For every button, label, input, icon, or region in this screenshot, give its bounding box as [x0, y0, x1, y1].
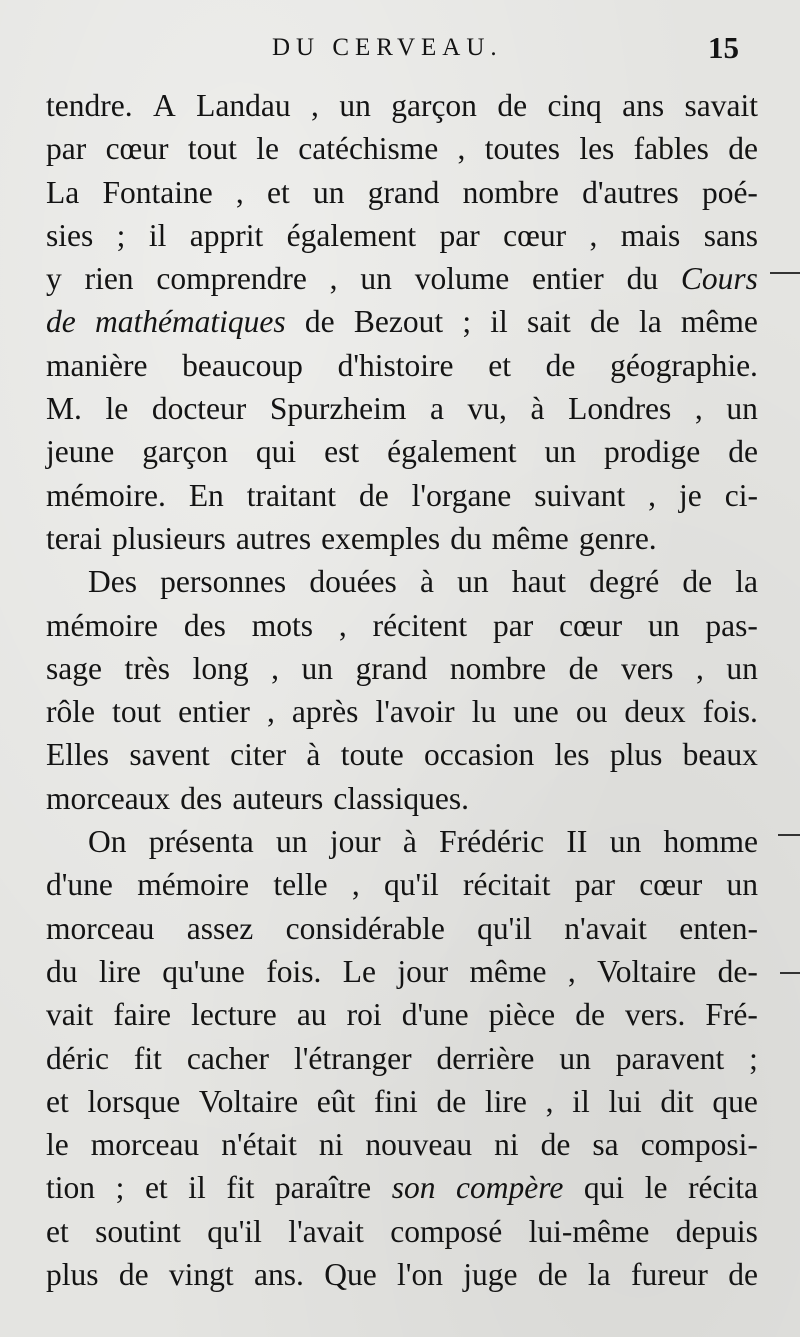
word: garçon: [142, 434, 228, 470]
word: La: [46, 174, 80, 210]
word: présenta: [148, 824, 254, 860]
word: et: [144, 1170, 168, 1206]
word: personnes: [160, 564, 287, 600]
word: n'était: [221, 1127, 297, 1163]
word: qu'il: [477, 910, 532, 946]
word: déric: [46, 1040, 109, 1076]
word: cinq: [547, 88, 602, 123]
word: sies: [46, 217, 94, 253]
word: morceau: [46, 910, 155, 946]
word: a: [429, 391, 444, 427]
paragraph: [46, 84, 758, 560]
word: Fré-: [705, 997, 758, 1033]
text-line: [46, 733, 758, 776]
word: par: [46, 131, 87, 167]
word: cœur: [105, 131, 169, 167]
word: genre.: [578, 520, 657, 556]
word: qu'il: [207, 1213, 262, 1249]
text-line: [46, 1080, 758, 1123]
word: lire: [484, 1083, 527, 1119]
word: docteur: [151, 391, 247, 427]
word: Landau: [196, 88, 291, 123]
word: lecture: [191, 997, 277, 1033]
word: vers: [620, 650, 674, 686]
word: même: [491, 520, 569, 556]
text-line: [46, 171, 758, 214]
word: de: [682, 564, 713, 600]
word: douées: [309, 564, 397, 600]
word: qu'il: [384, 867, 439, 903]
word: ,: [235, 174, 244, 210]
word: manière: [46, 347, 148, 383]
word: ,: [694, 391, 703, 427]
running-title: DU CERVEAU.: [272, 34, 503, 61]
word: apprit: [189, 217, 264, 253]
word: la: [735, 564, 758, 600]
word: telle: [273, 867, 328, 903]
text-line: [46, 344, 758, 387]
text-line: [46, 474, 758, 517]
word: rôle: [46, 694, 95, 730]
word: entier: [532, 261, 604, 297]
word: par: [493, 607, 534, 643]
word: fit: [226, 1170, 255, 1206]
word: roi: [346, 997, 382, 1033]
word: que: [712, 1083, 758, 1119]
word: pièce: [488, 997, 556, 1033]
word: ;: [116, 217, 126, 253]
word: composi-: [640, 1127, 758, 1163]
word: également: [387, 434, 517, 470]
word: jour: [397, 953, 449, 989]
word: il: [490, 304, 508, 340]
word: assez: [186, 910, 254, 946]
word: lu: [471, 694, 497, 730]
text-line: [46, 1037, 758, 1080]
word: qui: [583, 1170, 625, 1206]
word: rien: [84, 261, 134, 297]
word: l'avait: [288, 1213, 364, 1249]
word: de: [436, 1083, 467, 1119]
word: même: [680, 304, 758, 340]
word: de: [358, 477, 389, 513]
word: volume: [414, 261, 510, 297]
word: du: [450, 520, 482, 556]
word: le: [644, 1170, 668, 1206]
word: grand: [355, 650, 428, 686]
text-line: [46, 820, 758, 863]
word: nouveau: [365, 1127, 473, 1163]
word: Londres: [568, 391, 672, 427]
word: un: [301, 650, 334, 686]
word: pas-: [705, 607, 758, 643]
word: compère: [456, 1170, 564, 1206]
word: poé-: [701, 174, 758, 210]
word: toute: [340, 737, 404, 773]
word: de: [728, 131, 758, 167]
word: ,: [338, 607, 347, 643]
word: de: [537, 1257, 568, 1293]
word: catéchisme: [298, 131, 439, 167]
word: ,: [271, 650, 279, 686]
word: la: [587, 1257, 611, 1293]
word: vingt: [168, 1257, 234, 1293]
word: prodige: [604, 434, 701, 470]
word: deux: [624, 694, 686, 730]
word: plus: [46, 1257, 99, 1293]
word: savait: [684, 88, 758, 123]
text-line: [46, 127, 758, 170]
word: un: [648, 607, 680, 643]
word: ,: [329, 261, 338, 297]
word: auteurs: [232, 780, 324, 816]
word: mémoire.: [46, 477, 166, 513]
word: faire: [113, 997, 172, 1033]
word: dit: [660, 1083, 694, 1119]
word: composé: [390, 1213, 503, 1249]
word: Voltaire: [198, 1083, 299, 1119]
word: un: [312, 174, 345, 210]
word: sa: [592, 1127, 619, 1163]
word: et: [267, 174, 290, 210]
word: il: [148, 217, 167, 253]
word: nombre: [449, 650, 547, 686]
word: lire: [98, 953, 141, 989]
word: tion: [46, 1170, 96, 1206]
word: On: [88, 824, 127, 860]
word: le: [105, 391, 129, 427]
word: qu'une: [162, 953, 245, 989]
word: n'avait: [564, 910, 647, 946]
word: ,: [545, 1083, 554, 1119]
word: Que: [324, 1257, 377, 1293]
word: ,: [695, 650, 704, 686]
word: citer: [230, 737, 287, 773]
word: un: [559, 1040, 591, 1076]
word: Frédéric: [439, 824, 545, 860]
word: à: [306, 737, 321, 773]
word: récitent: [372, 607, 468, 643]
word: un: [544, 434, 577, 470]
word: un: [726, 650, 758, 686]
word: ,: [266, 694, 275, 730]
word: un: [360, 261, 392, 297]
word: l'organe: [411, 477, 512, 513]
word: du: [46, 953, 78, 989]
word: ;: [749, 1040, 758, 1076]
word: nombre: [462, 174, 559, 210]
word: exemples: [321, 520, 441, 556]
word: par: [439, 217, 480, 253]
text-line: [46, 604, 758, 647]
paragraph: [46, 560, 758, 820]
word: est: [324, 434, 360, 470]
word: un: [726, 867, 758, 903]
word: fit: [133, 1040, 162, 1076]
word: garçon: [391, 88, 477, 123]
word: après: [291, 694, 359, 730]
word: de: [728, 434, 758, 470]
word: ;: [115, 1170, 125, 1206]
text-line: [46, 1166, 758, 1209]
word: qui: [255, 434, 297, 470]
word: sage: [46, 650, 102, 686]
word: jour: [329, 824, 381, 860]
text-line: [46, 907, 758, 950]
word: ;: [462, 304, 472, 340]
word: l'avoir: [375, 694, 455, 730]
word: traitant: [246, 477, 336, 513]
word: et: [488, 347, 511, 383]
word: une: [513, 694, 559, 730]
word: morceau: [90, 1127, 200, 1163]
word: cœur: [503, 217, 567, 253]
word: à: [419, 564, 434, 600]
word: récitait: [463, 867, 551, 903]
word: fois.: [702, 694, 758, 730]
word: Spurzheim: [269, 391, 407, 427]
word: ans.: [254, 1257, 304, 1293]
word: l'étranger: [293, 1040, 412, 1076]
word: un: [339, 88, 371, 123]
margin-mark: [778, 834, 800, 836]
word: cacher: [186, 1040, 270, 1076]
word: terai: [46, 520, 102, 556]
word: au: [296, 997, 327, 1033]
text-line: [46, 690, 758, 733]
word: mémoire: [137, 867, 250, 903]
text-line: [46, 1210, 758, 1253]
word: de: [575, 997, 605, 1033]
word: suivant: [534, 477, 626, 513]
word: sait: [527, 304, 571, 340]
word: ,: [589, 217, 598, 253]
word: récita: [688, 1170, 758, 1206]
word: de: [118, 1257, 149, 1293]
text-line: [46, 257, 758, 300]
word: un: [457, 564, 489, 600]
text-line: [46, 1123, 758, 1166]
word: d'autres: [582, 174, 679, 210]
page-number: 15: [708, 30, 739, 65]
word: de: [568, 650, 599, 686]
word: lorsque: [87, 1083, 181, 1119]
word: cœur: [639, 867, 703, 903]
word: derrière: [436, 1040, 535, 1076]
body-text: [46, 84, 758, 1296]
word: des: [183, 607, 226, 643]
word: Elles: [46, 737, 109, 773]
text-line: [46, 430, 758, 473]
text-line: [46, 84, 758, 127]
word: mots: [251, 607, 314, 643]
word: ,: [457, 131, 466, 167]
word: par: [574, 867, 615, 903]
word: ni: [318, 1127, 344, 1163]
text-line: [46, 777, 758, 820]
word: mathématiques: [94, 304, 286, 340]
word: fureur: [630, 1257, 708, 1293]
word: de: [46, 304, 76, 340]
word: occasion: [424, 737, 535, 773]
word: vait: [46, 997, 94, 1033]
word: Bezout: [353, 304, 444, 340]
word: il: [572, 1083, 590, 1119]
text-line: [46, 517, 758, 560]
word: autres: [235, 520, 312, 556]
word: des: [180, 780, 223, 816]
word: d'une: [401, 997, 469, 1033]
text-line: [46, 300, 758, 343]
word: classiques.: [333, 780, 469, 816]
word: savent: [129, 737, 210, 773]
word: haut: [511, 564, 567, 600]
word: la: [638, 304, 662, 340]
word: mais: [620, 217, 681, 253]
word: soutint: [95, 1213, 181, 1249]
margin-mark: [770, 272, 800, 274]
word: un: [276, 824, 308, 860]
word: du: [626, 261, 659, 297]
word: de: [728, 1257, 758, 1293]
word: un: [726, 391, 758, 427]
word: comprendre: [156, 261, 307, 297]
word: y: [46, 261, 62, 297]
word: l'on: [397, 1257, 443, 1293]
word: il: [188, 1170, 206, 1206]
word: ,: [351, 867, 360, 903]
word: long: [192, 650, 249, 686]
word: même: [469, 953, 547, 989]
word: lui: [608, 1083, 642, 1119]
word: enten-: [679, 910, 758, 946]
word: fables: [633, 131, 709, 167]
word: d'une: [46, 867, 113, 903]
word: ans: [622, 88, 665, 123]
word: vers.: [624, 997, 686, 1033]
word: juge: [463, 1257, 518, 1293]
word: les: [579, 131, 615, 167]
word: ,: [311, 88, 319, 123]
word: eût: [316, 1083, 356, 1119]
word: mémoire: [46, 607, 158, 643]
word: A: [153, 88, 176, 123]
text-line: [46, 993, 758, 1036]
word: de: [304, 304, 335, 340]
word: le: [46, 1127, 69, 1163]
text-line: [46, 214, 758, 257]
word: Voltaire: [597, 953, 697, 989]
word: ,: [567, 953, 576, 989]
word: considérable: [285, 910, 445, 946]
word: cœur: [559, 607, 623, 643]
word: et: [46, 1083, 69, 1119]
word: à: [402, 824, 417, 860]
text-line: [46, 647, 758, 690]
word: de: [497, 88, 528, 123]
word: sans: [703, 217, 758, 253]
word: depuis: [675, 1213, 758, 1249]
word: ou: [575, 694, 608, 730]
word: son: [391, 1170, 436, 1206]
word: je: [679, 477, 702, 513]
word: plus: [609, 737, 663, 773]
word: M.: [46, 391, 82, 427]
word: le: [256, 131, 279, 167]
page-header: [0, 28, 800, 78]
word: géographie.: [610, 347, 758, 383]
word: beaucoup: [182, 347, 303, 383]
word: homme: [663, 824, 758, 860]
word: tout: [112, 694, 162, 730]
word: plusieurs: [112, 520, 226, 556]
word: grand: [367, 174, 440, 210]
word: un: [609, 824, 642, 860]
word: fini: [373, 1083, 418, 1119]
word: toutes: [484, 131, 560, 167]
word: de-: [717, 953, 758, 989]
word: et: [46, 1213, 69, 1249]
word: lui-même: [528, 1213, 650, 1249]
word: Le: [342, 953, 377, 989]
word: beaux: [682, 737, 758, 773]
text-line: [46, 1253, 758, 1296]
word: morceaux: [46, 780, 171, 816]
word: Des: [88, 564, 137, 600]
word: vu,: [467, 391, 507, 427]
word: à: [530, 391, 545, 427]
paragraph: [46, 820, 758, 1296]
word: tout: [187, 131, 237, 167]
word: les: [554, 737, 590, 773]
word: degré: [589, 564, 660, 600]
word: Cours: [680, 261, 758, 297]
word: ni: [494, 1127, 519, 1163]
text-line: [46, 863, 758, 906]
margin-mark: [780, 972, 800, 974]
text-line: [46, 560, 758, 603]
word: de: [590, 304, 620, 340]
word: de: [545, 347, 576, 383]
word: également: [286, 217, 417, 253]
word: entier: [178, 694, 250, 730]
word: ,: [648, 477, 657, 513]
word: de: [540, 1127, 571, 1163]
text-line: [46, 950, 758, 993]
word: jeune: [46, 434, 115, 470]
word: paravent: [615, 1040, 725, 1076]
word: tendre.: [46, 88, 133, 123]
word: d'histoire: [337, 347, 454, 383]
word: II: [566, 824, 588, 860]
word: fois.: [266, 953, 322, 989]
word: ci-: [724, 477, 758, 513]
word: En: [188, 477, 224, 513]
word: très: [124, 650, 171, 686]
word: Fontaine: [102, 174, 213, 210]
word: paraître: [274, 1170, 372, 1206]
text-line: [46, 387, 758, 430]
